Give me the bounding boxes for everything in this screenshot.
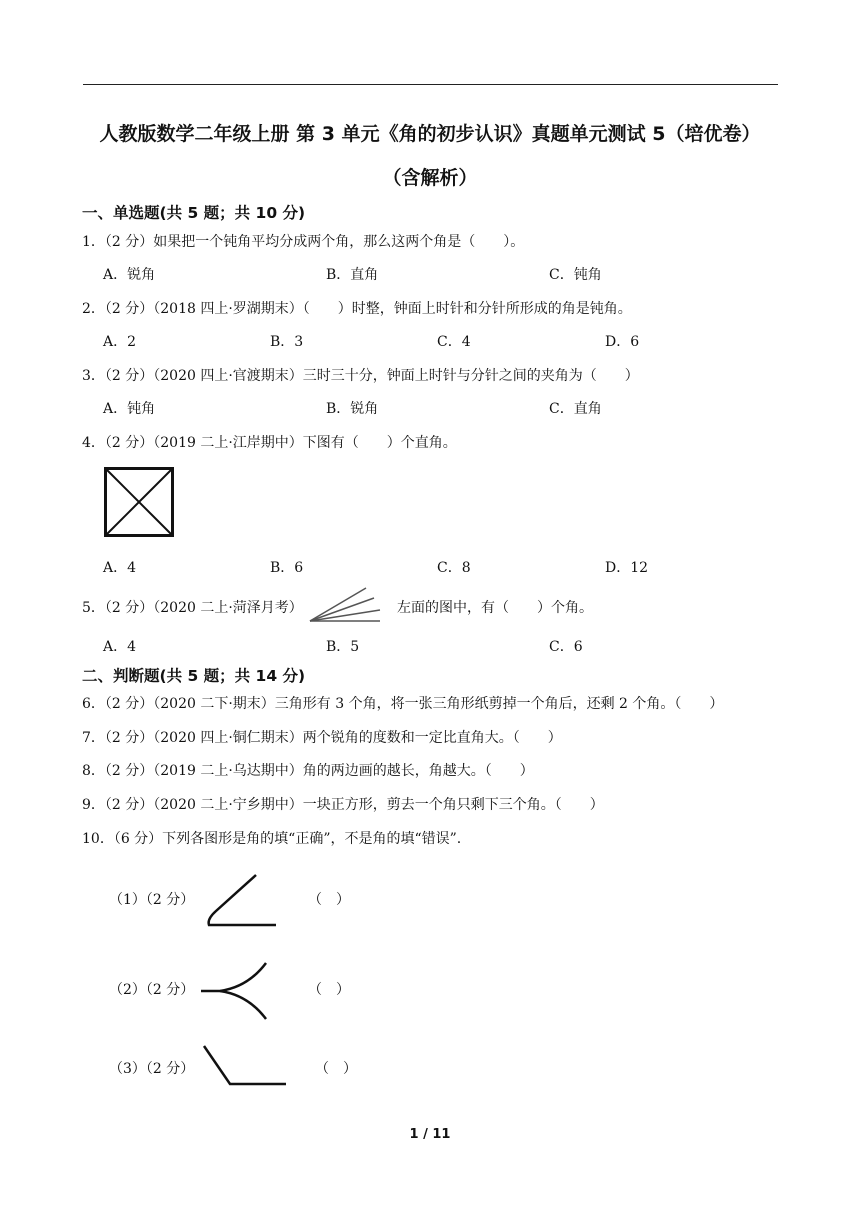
straight-angle-figure	[202, 1044, 288, 1088]
q3-option-b[interactable]: B．锐角	[326, 401, 379, 417]
q1-option-b[interactable]: B．直角	[326, 267, 379, 283]
q4-option-b[interactable]: B．6	[270, 560, 304, 576]
question-5-prefix: 5．（2 分）（2020 二上·菏泽月考）	[82, 600, 303, 616]
question-7: 7．（2 分）（2020 四上·铜仁期末）两个锐角的度数和一定比直角大。（ ）	[82, 730, 562, 746]
q3-option-a[interactable]: A．钝角	[103, 401, 156, 417]
rays-angle-figure	[308, 584, 384, 624]
q2-option-c[interactable]: C．4	[437, 334, 471, 350]
q10-sub-2-label: （2）（2 分）	[109, 982, 195, 998]
q10-sub-3-blank[interactable]: （ ）	[315, 1061, 357, 1077]
page-subtitle: （含解析）	[382, 167, 478, 189]
question-5-suffix: 左面的图中，有（ ）个角。	[397, 600, 593, 616]
q4-option-c[interactable]: C．8	[437, 560, 471, 576]
curved-corner-angle-figure	[204, 873, 280, 929]
question-4: 4．（2 分）（2019 二上·江岸期中）下图有（ ）个直角。	[82, 435, 457, 451]
q2-option-d[interactable]: D．6	[605, 334, 640, 350]
page-title: 人教版数学二年级上册 第 3 单元《角的初步认识》真题单元测试 5（培优卷）	[99, 123, 761, 145]
question-6: 6．（2 分）（2020 二下·期末）三角形有 3 个角，将一张三角形纸剪掉一个角后，还剩 2 个角。（ ）	[82, 696, 724, 712]
q5-option-a[interactable]: A．4	[103, 639, 137, 655]
q10-sub-1-blank[interactable]: （ ）	[308, 892, 350, 908]
curved-sides-figure	[200, 962, 272, 1020]
q10-sub-1-label: （1）（2 分）	[109, 892, 195, 908]
question-1: 1．（2 分）如果把一个钝角平均分成两个角，那么这两个角是（ ）。	[82, 234, 525, 250]
q1-option-c[interactable]: C．钝角	[549, 267, 602, 283]
question-8: 8．（2 分）（2019 二上·乌达期中）角的两边画的越长，角越大。（ ）	[82, 763, 534, 779]
q5-option-b[interactable]: B．5	[326, 639, 360, 655]
section-heading-single-choice: 一、单选题(共 5 题；共 10 分)	[82, 204, 306, 222]
header-rule	[83, 84, 778, 85]
question-9: 9．（2 分）（2020 二上·宁乡期中）一块正方形，剪去一个角只剩下三个角。（ ）	[82, 797, 604, 813]
q1-option-a[interactable]: A．锐角	[103, 267, 156, 283]
q5-option-c[interactable]: C．6	[549, 639, 583, 655]
q3-option-c[interactable]: C．直角	[549, 401, 602, 417]
q2-option-a[interactable]: A．2	[103, 334, 137, 350]
question-3: 3．（2 分）（2020 四上·官渡期末）三时三十分，钟面上时针与分针之间的夹角为（ ）	[82, 368, 639, 384]
question-2: 2．（2 分）（2018 四上·罗湖期末）（ ）时整，钟面上时针和分针所形成的角是钝角。	[82, 301, 632, 317]
q4-option-a[interactable]: A．4	[103, 560, 137, 576]
q2-option-b[interactable]: B．3	[270, 334, 304, 350]
q10-sub-2-blank[interactable]: （ ）	[308, 982, 350, 998]
page-number: 1 / 11	[409, 1127, 451, 1142]
section-heading-true-false: 二、判断题(共 5 题；共 14 分)	[82, 667, 306, 685]
question-10: 10．（6 分）下列各图形是角的填“正确”，不是角的填“错误”.	[82, 831, 462, 847]
square-with-diagonals-figure	[104, 467, 174, 537]
q4-option-d[interactable]: D．12	[605, 560, 649, 576]
q10-sub-3-label: （3）（2 分）	[109, 1061, 195, 1077]
